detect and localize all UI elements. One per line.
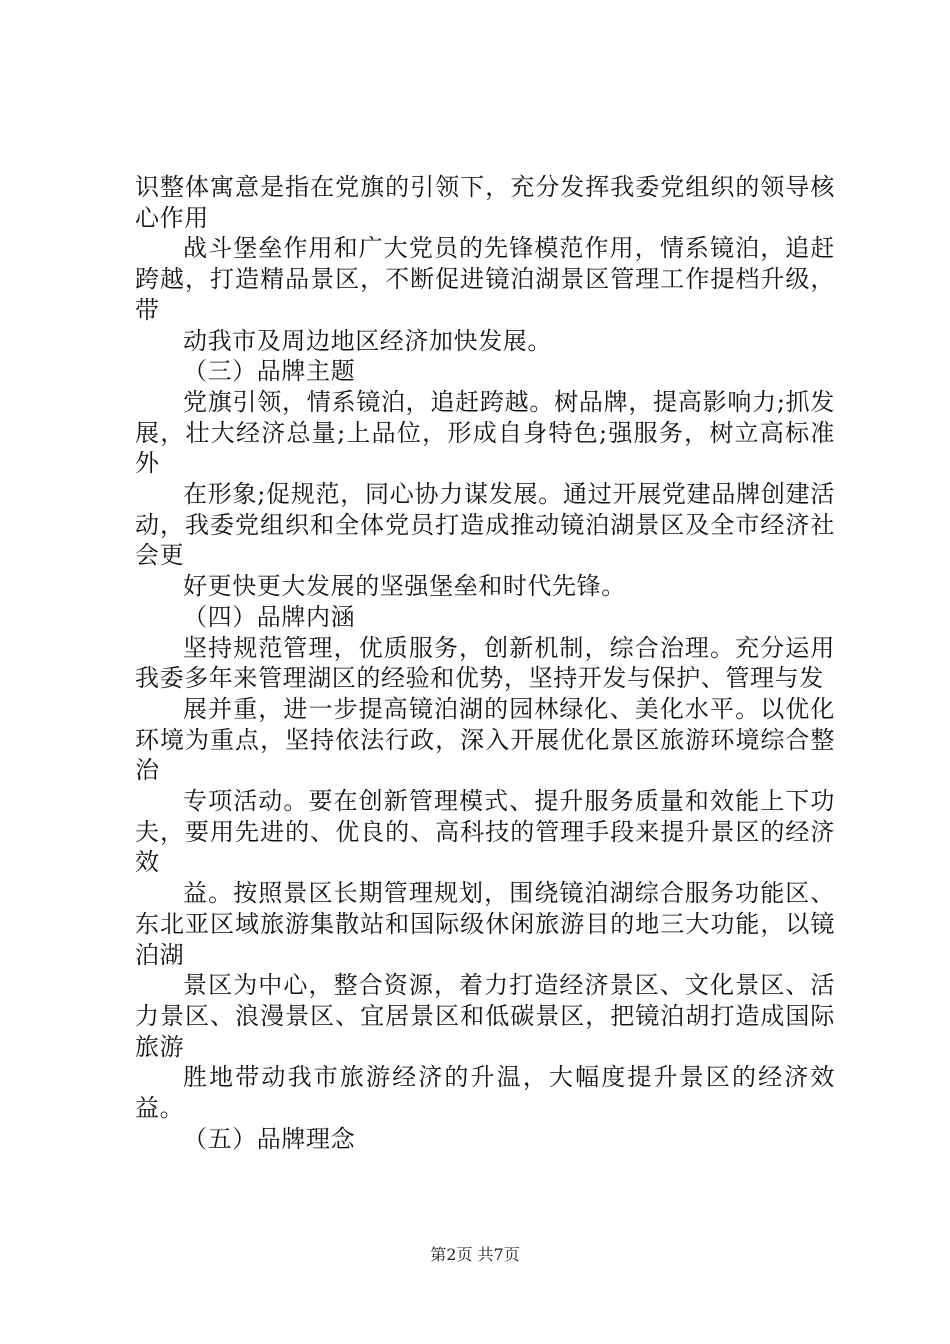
section-heading: （四）品牌内涵 [183, 602, 356, 631]
paragraph: 识整体寓意是指在党旗的引领下，充分发挥我委党组织的领导核心作用 [135, 173, 835, 232]
paragraph: 动我市及周边地区经济加快发展。 [183, 326, 552, 355]
paragraph: 在形象;促规范，同心协力谋发展。通过开展党建品牌创建活动，我委党组织和全体党员打造成推动镜泊湖景区及全市经济社会更 [135, 480, 835, 570]
paragraph: 坚持规范管理，优质服务，创新机制，综合治理。充分运用我委多年来管理湖区的经验和优势，坚持开发与保护、管理与发 [135, 633, 835, 693]
paragraph: 专项活动。要在创新管理模式、提升服务质量和效能上下功夫，要用先进的、优良的、高科技的管理手段来提升景区的经济效 [135, 787, 835, 877]
page-footer: 第2页 共7页 [430, 1245, 520, 1264]
paragraph: 胜地带动我市旅游经济的升温，大幅度提升景区的经济效益。 [135, 1063, 835, 1123]
section-heading: （五）品牌理念 [183, 1124, 356, 1153]
paragraph: 好更快更大发展的坚强堡垒和时代先锋。 [183, 572, 626, 601]
paragraph: 党旗引领，情系镜泊，追赶跨越。树品牌，提高影响力;抓发展，壮大经济总量;上品位，形成自身特色;强服务，树立高标准外 [135, 387, 835, 478]
paragraph: 战斗堡垒作用和广大党员的先锋模范作用，情系镜泊，追赶跨越，打造精品景区，不断促进镜泊湖景区管理工作提档升级，带 [135, 234, 835, 324]
paragraph: 展并重，进一步提高镜泊湖的园林绿化、美化水平。以优化环境为重点，坚持依法行政，深入开展优化景区旅游环境综合整治 [135, 694, 835, 785]
document-body [135, 172, 835, 1155]
paragraph: 益。按照景区长期管理规划，围绕镜泊湖综合服务功能区、东北亚区域旅游集散站和国际级休闲旅游目的地三大功能，以镜泊湖 [135, 879, 835, 969]
section-heading: （三）品牌主题 [183, 357, 356, 386]
paragraph: 景区为中心，整合资源，着力打造经济景区、文化景区、活力景区、浪漫景区、宜居景区和低碳景区，把镜泊胡打造成国际旅游 [135, 971, 835, 1061]
